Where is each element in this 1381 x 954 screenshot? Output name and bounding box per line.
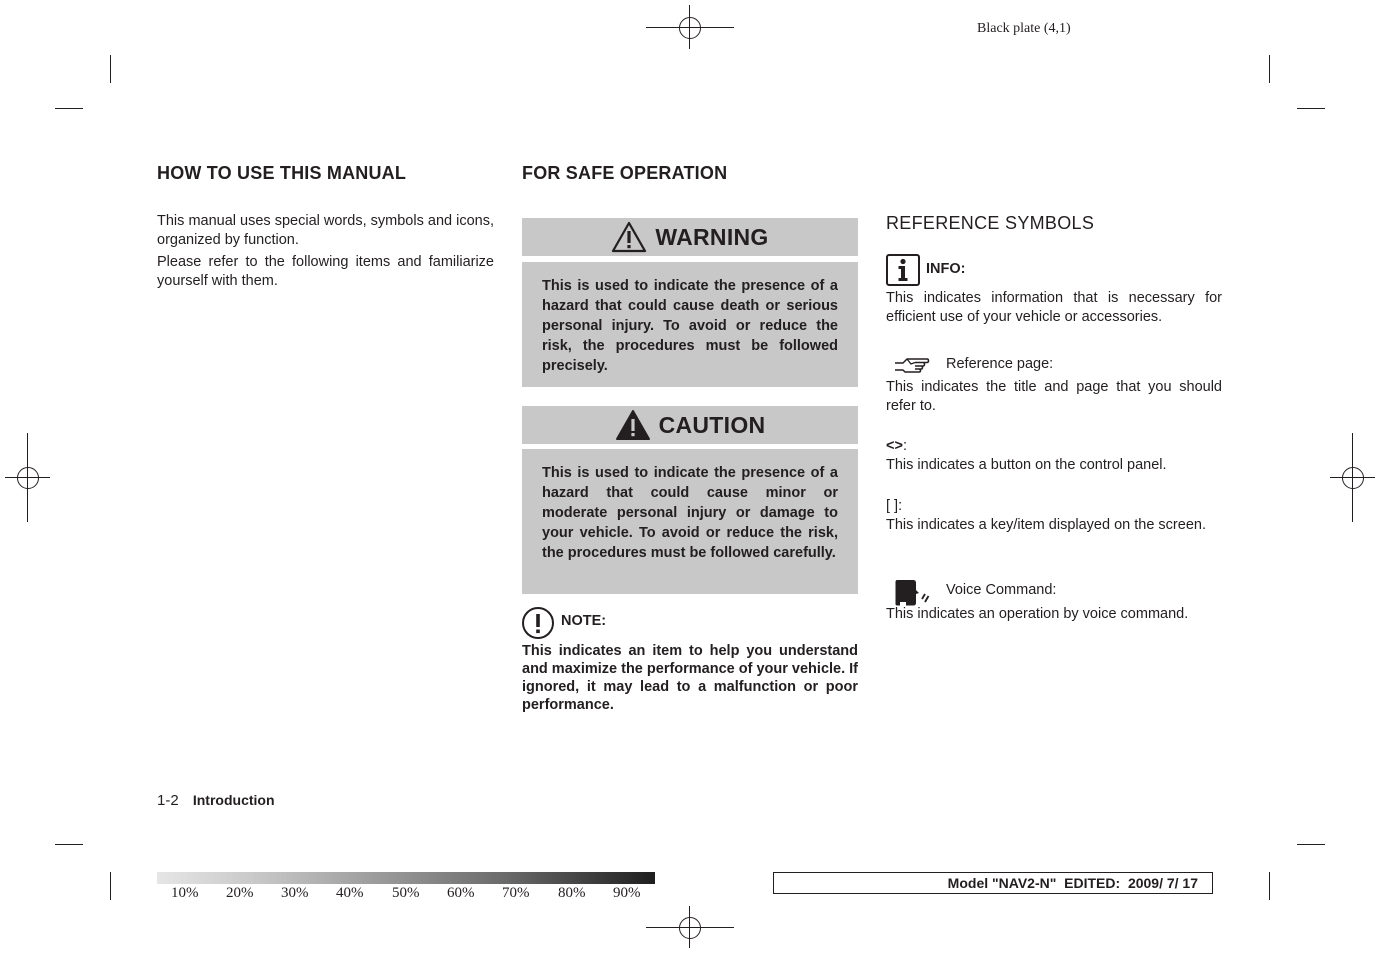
button-symbol-text: This indicates a button on the control panel.: [886, 457, 1167, 473]
plate-label: Black plate (4,1): [977, 21, 1071, 36]
warning-text: This is used to indicate the presence of a hazard that could cause death or serious personal injury. To avoid or reduce the risk, the procedures must be followed precisely.: [522, 262, 858, 387]
scale-label: 90%: [613, 885, 641, 901]
voice-command-label: Voice Command:: [946, 582, 1057, 598]
scale-label: 60%: [447, 885, 475, 901]
registration-mark-top: [679, 17, 701, 39]
intro-paragraph: Please refer to the following items and familiarize yourself with them.: [157, 254, 494, 289]
edited-date: 2009/ 7/ 17: [1127, 875, 1198, 891]
note-text: This indicates an item to help you understand and maximize the performance of your vehicle. If ignored, it may lead to a malfunction or poor performance.: [522, 643, 859, 713]
reference-symbols-heading: REFERENCE SYMBOLS: [886, 213, 1095, 233]
scale-label: 20%: [226, 885, 254, 901]
scale-label: 40%: [336, 885, 364, 901]
section-name: Introduction: [192, 792, 275, 808]
key-symbol-label: [ ]:: [886, 498, 903, 514]
intro-paragraph: This manual uses special words, symbols and icons, organized by function.: [157, 213, 494, 248]
button-symbol-colon: :: [902, 438, 907, 454]
voice-command-text: This indicates an operation by voice command.: [886, 606, 1189, 622]
key-symbol-text: This indicates a key/item displayed on the screen.: [886, 517, 1206, 533]
caution-title: CAUTION: [658, 411, 766, 438]
scale-label: 80%: [558, 885, 586, 901]
caution-text: This is used to indicate the presence of a hazard that could cause minor or moderate personal injury or damage to your vehicle. To avoid or reduce the risk, the procedures must be followed carefully.: [522, 449, 858, 594]
registration-mark-bottom: [679, 917, 701, 939]
caution-header: [522, 406, 858, 444]
angle-brackets-symbol: <>: [886, 438, 903, 454]
gray-scale-bar: [157, 872, 655, 884]
edited-label: EDITED:: [1056, 875, 1128, 891]
warning-header: [522, 218, 858, 256]
info-text: This indicates information that is necessary for efficient use of your vehicle or accessories.: [886, 290, 1222, 325]
scale-label: 30%: [281, 885, 309, 901]
page-footer: [157, 792, 275, 809]
button-symbol-label: [886, 438, 907, 454]
caution-triangle-icon: [615, 409, 651, 441]
reference-page-text: This indicates the title and page that you should refer to.: [886, 379, 1222, 414]
intro-paragraphs: [157, 212, 494, 294]
note-exclamation-icon: [522, 607, 556, 641]
warning-triangle-icon: [611, 221, 647, 253]
info-icon: [886, 254, 920, 286]
model-name: "NAV2-N": [992, 875, 1057, 891]
model-label: Model: [947, 875, 993, 891]
warning-title: WARNING: [655, 223, 769, 250]
reference-page-label: Reference page:: [946, 356, 1054, 372]
scale-label: 70%: [502, 885, 530, 901]
page-number: 1-2: [157, 792, 179, 809]
how-to-use-heading: HOW TO USE THIS MANUAL: [157, 163, 407, 183]
pointing-hand-icon: [893, 355, 931, 375]
scale-label: 10%: [171, 885, 199, 901]
model-edited-box: [773, 872, 1213, 894]
note-title: NOTE:: [561, 613, 607, 629]
scale-label: 50%: [392, 885, 420, 901]
safe-operation-heading: FOR SAFE OPERATION: [522, 163, 728, 183]
info-label: INFO:: [926, 261, 966, 277]
registration-mark-left: [17, 467, 39, 489]
registration-mark-right: [1342, 467, 1364, 489]
